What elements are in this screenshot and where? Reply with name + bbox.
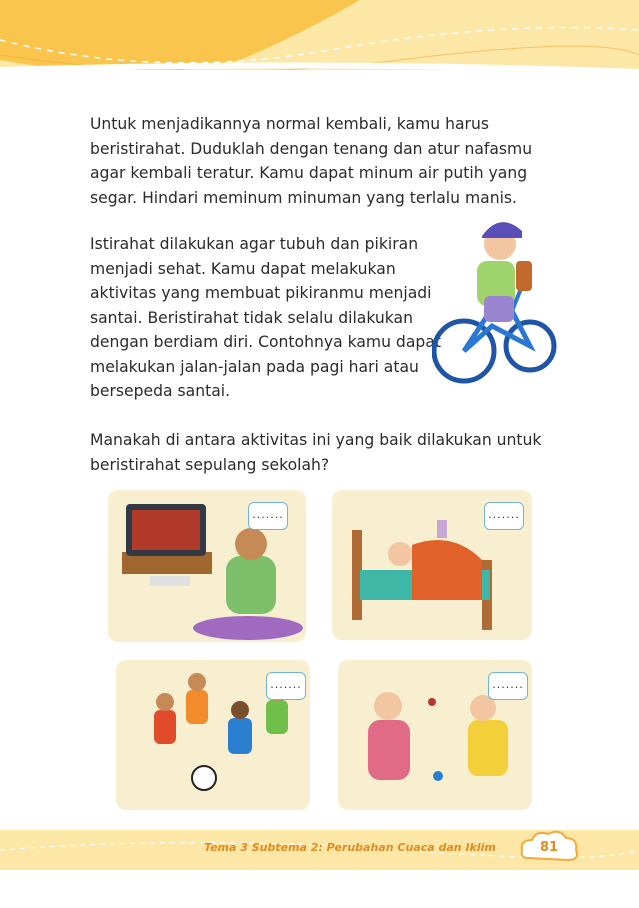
activity-card-playing-marbles[interactable]: [338, 660, 532, 810]
page-number: 81: [539, 840, 559, 855]
answer-box-3[interactable]: .......: [266, 672, 306, 700]
answer-box-1[interactable]: .......: [248, 502, 288, 530]
paragraph-rest: Untuk menjadikannya normal kembali, kamu harus beristirahat. Duduklah dengan tenang dan atur nafasmu agar kembali teratur. Kamu dapat minum air putih yang segar. Hindari meminum minuman yang terlalu manis.: [90, 115, 533, 207]
header-band: [0, 0, 639, 70]
footer-title: Tema 3 Subtema 2: Perubahan Cuaca dan Iklim: [204, 841, 496, 854]
answer-box-2[interactable]: .......: [484, 502, 524, 530]
paragraph-activities: Istirahat dilakukan agar tubuh dan pikiran menjadi sehat. Kamu dapat melakukan aktivitas yang membuat pikiranmu menjadi santai. Beristirahat tidak selalu dilakukan dengan berdiam diri. Contohnya kamu dapat melakukan jalan-jalan pada pagi hari atau bersepeda santai.: [90, 235, 441, 400]
activity-card-sleeping[interactable]: [332, 490, 532, 640]
activity-card-soccer[interactable]: [116, 660, 310, 810]
answer-box-4[interactable]: .......: [488, 672, 528, 700]
activity-card-video-game[interactable]: [108, 490, 306, 642]
question-text: Manakah di antara aktivitas ini yang baik dilakukan untuk beristirahat sepulang sekolah?: [90, 431, 542, 474]
bicycle-boy-illustration: [432, 206, 557, 396]
